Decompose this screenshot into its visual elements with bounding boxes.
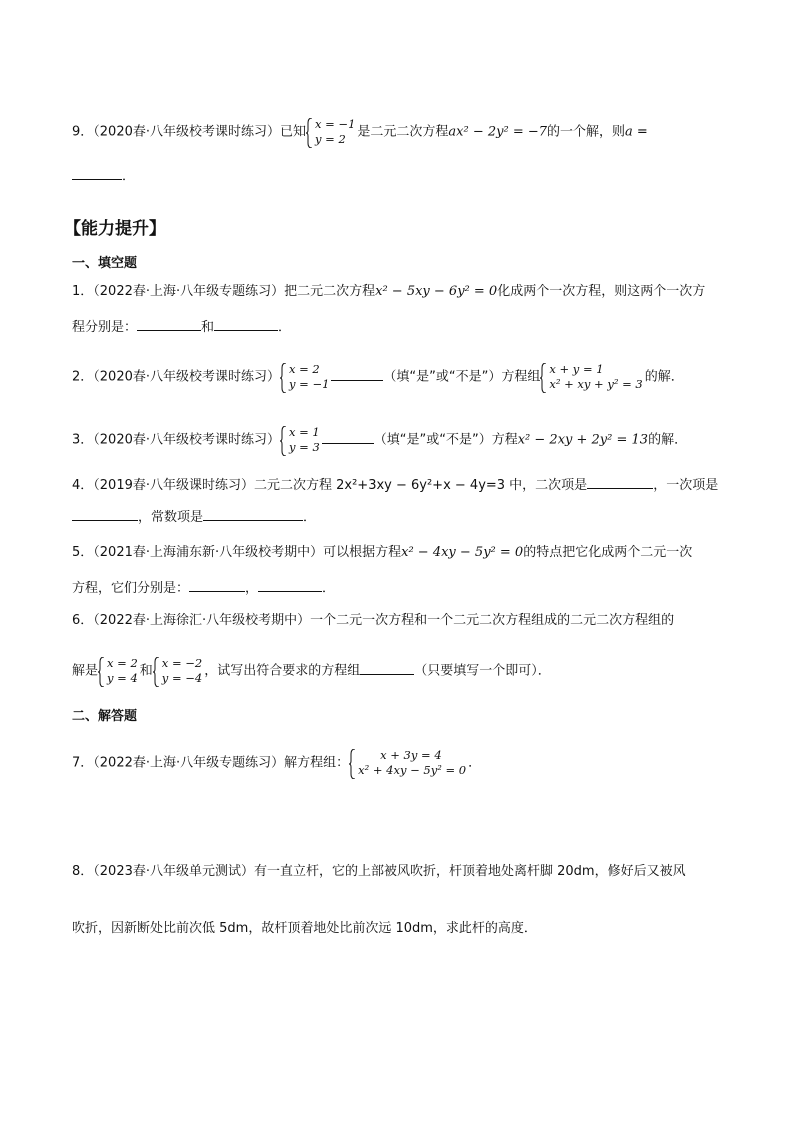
heading-solve: 二、解答题 — [72, 709, 138, 724]
answer-blank[interactable] — [214, 316, 278, 331]
question-6: 6．（2022春·上海徐汇·八年级校考期中）一个二元一次方程和一个二元二次方程组成的二元二次方程组的 — [72, 613, 675, 628]
answer-blank[interactable] — [72, 506, 138, 521]
q1-equation: x² − 5xy − 6y² = 0 — [375, 284, 498, 299]
q6-system-1: x = 2 y = 4 — [98, 656, 138, 686]
question-7: 7．（2022春·上海·八年级专题练习）解方程组： x + 3y = 4 x² + 4xy − 5y² = 0 ． — [72, 748, 482, 777]
answer-blank[interactable] — [587, 474, 653, 489]
question-5: 5．（2021春·上海浦东新·八年级校考期中）可以根据方程x² − 4xy − 5y² = 0的特点把它化成两个二元一次 — [72, 545, 693, 560]
answer-blank[interactable] — [258, 577, 322, 592]
brace-icon — [153, 657, 160, 687]
heading-fill-in: 一、填空题 — [72, 256, 138, 271]
q3-equation: x² − 2xy + 2y² = 13 — [517, 432, 649, 448]
question-6-line-2: 解是 x = 2 y = 4 和 x = −2 y = −4 ，试写出符合要求的方程组 （只要填写一个即可）． — [72, 656, 551, 685]
brace-icon — [540, 363, 547, 393]
brace-icon — [98, 657, 105, 687]
answer-blank[interactable] — [137, 316, 201, 331]
brace-icon — [280, 363, 287, 393]
question-9: 9．（2020春·八年级校考课时练习）已知 x = −1 y = 2 是二元二次方程ax² − 2y² = −7的一个解，则a = — [72, 117, 648, 146]
answer-blank[interactable] — [72, 165, 122, 180]
answer-blank[interactable] — [189, 577, 245, 592]
q2-system-1: x = 2 y = −1 — [280, 362, 329, 392]
question-8-line-2: 吹折，因新断处比前次低 5dm，故杆顶着地处比前次远 10dm，求此杆的高度． — [72, 921, 537, 936]
q9-prefix: 9．（2020春·八年级校考课时练习）已知 — [72, 124, 306, 140]
brace-icon — [349, 749, 356, 779]
answer-blank[interactable] — [322, 429, 374, 444]
q5-equation: x² − 4xy − 5y² = 0 — [401, 545, 524, 560]
q6-system-2: x = −2 y = −4 — [153, 656, 202, 686]
question-3: 3．（2020春·八年级校考课时练习） x = 1 y = 3 （填“是”或“不是”）方程x² − 2xy + 2y² = 13的解． — [72, 425, 688, 454]
q3-system: x = 1 y = 3 — [280, 425, 320, 455]
question-8: 8．（2023春·八年级单元测试）有一直立杆，它的上部被风吹折，杆顶着地处离杆脚 20dm，修好后又被风 — [72, 864, 686, 879]
answer-blank[interactable] — [360, 660, 414, 675]
section-title: 【能力提升】 — [64, 219, 166, 239]
answer-blank[interactable] — [331, 366, 383, 381]
brace-icon — [280, 426, 287, 456]
q9-equation: ax² − 2y² = −7 — [448, 124, 548, 140]
question-1: 1．（2022春·上海·八年级专题练习）把二元二次方程x² − 5xy − 6y² = 0化成两个一次方程，则这两个一次方 — [72, 284, 706, 299]
answer-blank[interactable] — [203, 506, 303, 521]
question-4: 4．（2019春·八年级课时练习）二元二次方程 2x²+3xy − 6y²+x − 4y=3 中，二次项是 ，一次项是 — [72, 474, 718, 496]
brace-icon — [306, 118, 313, 148]
question-2: 2．（2020春·八年级校考课时练习） x = 2 y = −1 （填“是”或“不是”）方程组 x + y = 1 x² + xy + y² = 3 的解． — [72, 362, 684, 391]
q2-system-2: x + y = 1 x² + xy + y² = 3 — [540, 362, 642, 392]
question-1-line-2: 程分别是： 和 ． — [72, 316, 291, 338]
q7-system: x + 3y = 4 x² + 4xy − 5y² = 0 — [349, 748, 466, 778]
q9-system: x = −1 y = 2 — [306, 117, 355, 147]
q9-answer-line: ． — [72, 165, 135, 187]
question-5-line-2: 方程，它们分别是： ， ． — [72, 577, 335, 599]
question-4-line-2: ，常数项是 ． — [72, 506, 316, 528]
